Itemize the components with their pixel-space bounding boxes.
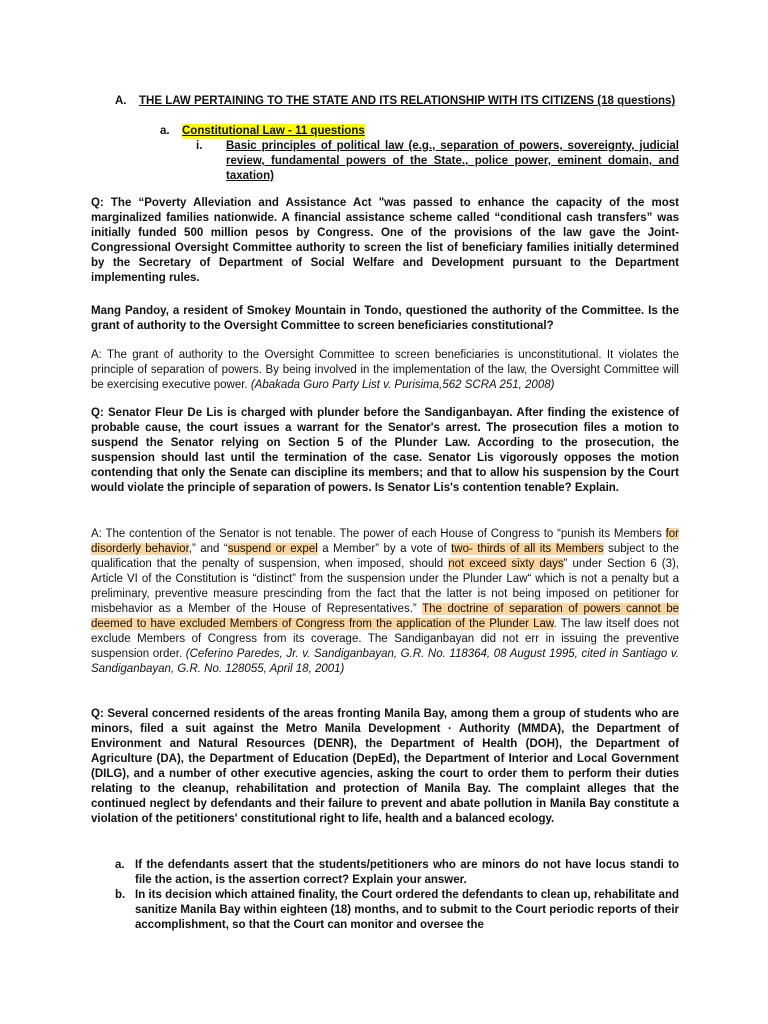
outline-sub — [160, 124, 679, 139]
outline-a — [115, 94, 679, 109]
q3-item-a-label: a. — [115, 859, 125, 871]
highlight-suspend: suspend or expel — [227, 543, 318, 555]
q1-answer — [91, 348, 679, 393]
q3-question: Q: Several concerned residents of the areas fronting Manila Bay, among them a group of students who are minors, filed a suit against the Metro Manila Development · Authority (MMDA), the Department of Environment and Natural Resources (DENR), the Department of Health (DOH), the Department of Agriculture (DA), the Department of Education (DepEd), the Department of Interior and Local Government (DILG), and a number of other executive agencies, asking the court to order them to perform their duties relating to the cleanup, rehabilitation and protection of Manila Bay. The complaint alleges that the continued neglect by defendants and their failure to prevent and abate pollution in Manila Bay constitute a violation of the petitioners' constitutional right to life, health and a balanced ecology. — [91, 708, 679, 825]
q3-item-b-text: In its decision which attained finality, the Court ordered the defendants to clean up, rehabilitate and sanitize Manila Bay within eighteen (18) months, and to submit to the Court periodic reports of their accomplishment, so that the Court can monitor and oversee the — [135, 889, 679, 931]
q2-question: Q: Senator Fleur De Lis is charged with plunder before the Sandiganbayan. After finding the existence of probable cause, the court issues a warrant for the Senator's arrest. The prosecution files a motion to suspend the Senator relying on Section 5 of the Plunder Law. According to the prosecution, the suspension should last until the termination of the case. Senator Lis vigorously opposes the motion contending that only the Senate can discipline its members; and that to allow his suspension by the Court would violate the principle of separation of powers. Is Senator Lis's contention tenable? Explain. — [91, 407, 679, 494]
outline-a-label: A. — [115, 95, 127, 107]
q1-question: Q: The “Poverty Alleviation and Assistance Act "was passed to enhance the capacity of the most marginalized families nationwide. A financial assistance scheme called “conditional cash transfers” was initially funded 500 million pesos by Congress. One of the provisions of the law gave the Joint-Congressional Oversight Committee authority to screen the list of beneficiary families initially determined by the Secretary of Department of Social Welfare and Development pursuant to the Department implementing rules. — [91, 197, 679, 284]
highlight-two-thirds: two- thirds of all its Members — [451, 543, 604, 555]
outline-sub-text: Constitutional Law - 11 questions — [182, 125, 365, 137]
q3-item-a — [115, 858, 679, 888]
q1-question-2: Mang Pandoy, a resident of Smokey Mountain in Tondo, questioned the authority of the Committee. Is the grant of authority to the Oversight Committee to screen beneficiaries constitutional? — [91, 305, 679, 332]
q3-item-b — [115, 888, 679, 933]
q1-answer-text: A: The grant of authority to the Oversight Committee to screen beneficiaries is unconstitutional. It violates the principle of separation of powers. By being involved in the implementation of the law, the Oversight Committee will be exercising executive power. — [91, 349, 679, 391]
outline-roman-label: i. — [196, 140, 203, 152]
outline-sub-label: a. — [160, 125, 170, 137]
highlight-doctrine: The doctrine of separation of powers cannot be deemed to have excluded Members of Congress from the application of the Plunder Law — [91, 603, 679, 630]
outline-a-text: THE LAW PERTAINING TO THE STATE AND ITS RELATIONSHIP WITH ITS CITIZENS (18 questions) — [139, 95, 676, 107]
q2-citation: (Ceferino Paredes, Jr. v. Sandiganbayan, G.R. No. 118364, 08 August 1995, cited in Santiago v. Sandiganbayan, G.R. No. 128055, April 18, 2001) — [91, 648, 679, 675]
q3-item-b-label: b. — [115, 889, 126, 901]
q2-answer: A: The contention of the Senator is not tenable. The power of each House of Congress to “punish its Members for disorderly behavior,” and “suspend or expel a Member” by a vote of two- thirds of all its Members subject to the qualification that the penalty of suspension, when imposed, should not exceed sixty days” under Section 6 (3), Article VI of the Constitution is “distinct” from the suspension under the Plunder Law“ which is not a penalty but a preliminary, preventive measure prescinding from the fact that the latter is not being imposed on petitioner for misbehavior as a Member of the House of Representatives.” The doctrine of separation of powers cannot be deemed to have excluded Members of Congress from the application of the Plunder Law. The law itself does not exclude Members of Congress from its coverage. The Sandiganbayan did not err in issuing the preventive suspension order. (Ceferino Paredes, Jr. v. Sandiganbayan, G.R. No. 118364, 08 August 1995, cited in Santiago v. Sandiganbayan, G.R. No. 128055, April 18, 2001) — [91, 528, 679, 675]
outline-roman-text: Basic principles of political law (e.g., separation of powers, sovereignty, judicial review, fundamental powers of the State., police power, eminent domain, and taxation) — [226, 140, 679, 182]
highlight-sixty-days: not exceed sixty days — [448, 558, 564, 570]
q3-item-a-text: If the defendants assert that the students/petitioners who are minors do not have locus standi to file the action, is the assertion correct? Explain your answer. — [135, 859, 679, 886]
q1-citation: (Abakada Guro Party List v. Purisima,562 SCRA 251, 2008) — [250, 379, 555, 391]
outline-roman — [196, 139, 679, 184]
highlight-disorderly: for disorderly behavior — [91, 528, 679, 555]
